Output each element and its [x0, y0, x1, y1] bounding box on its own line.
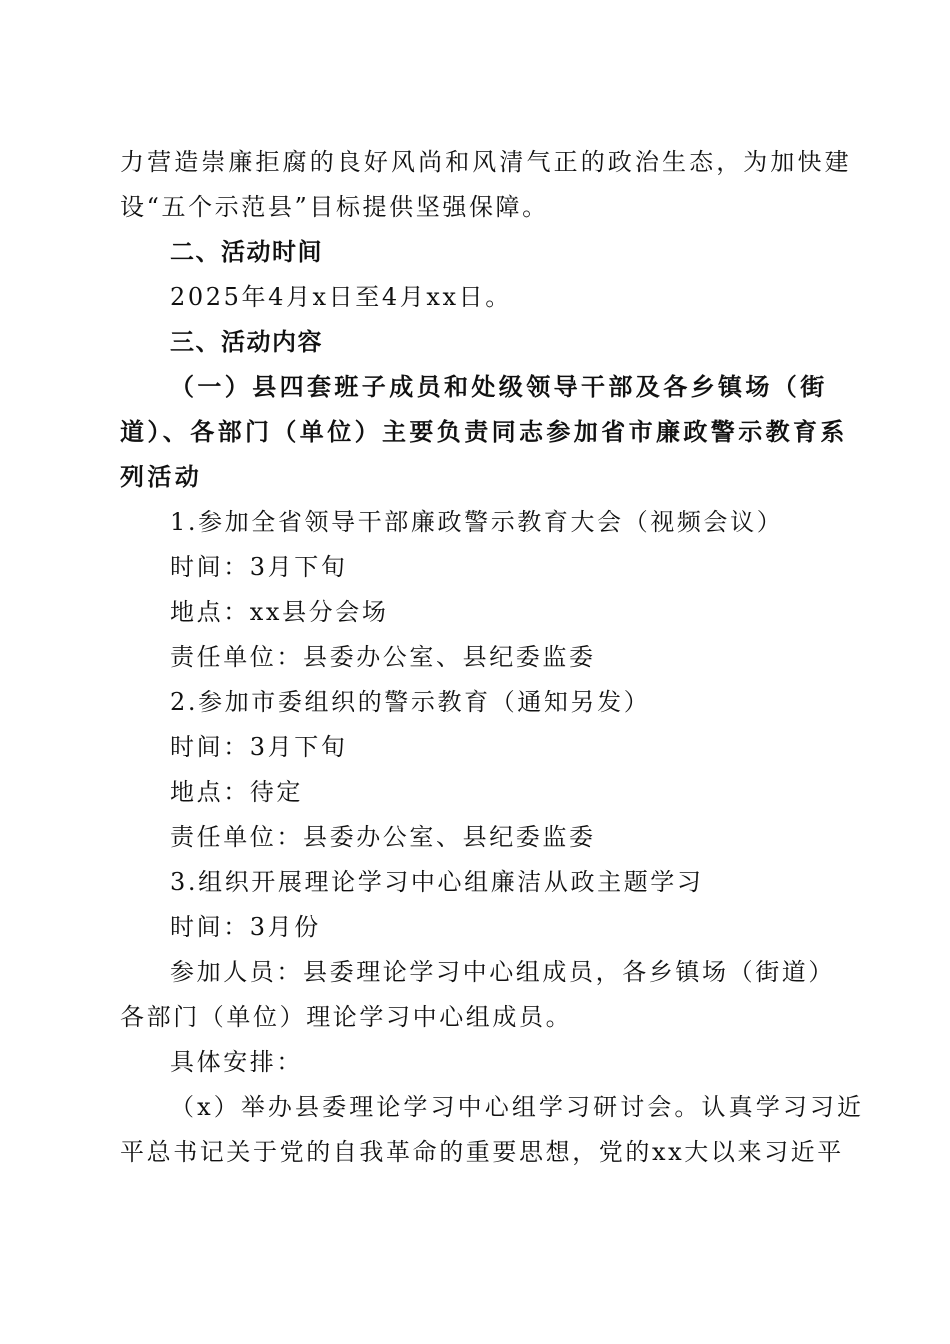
item-detail: 地点：待定: [170, 778, 303, 806]
paragraph-line: 2025年4月x日至4月xx日。: [170, 283, 512, 311]
paragraph-line: 平总书记关于党的自我革命的重要思想，党的xx大以来习近平: [120, 1138, 844, 1166]
item-detail: 具体安排：: [170, 1048, 303, 1076]
item-detail: 各部门（单位）理论学习中心组成员。: [120, 1003, 573, 1031]
paragraph-line: （x）举办县委理论学习中心组学习研讨会。认真学习习近: [170, 1093, 865, 1121]
item-detail: 时间：3月份: [170, 913, 321, 941]
section-heading-time: 二、活动时间: [170, 238, 323, 266]
item-detail: 责任单位：县委办公室、县纪委监委: [170, 643, 596, 671]
paragraph-line: 力营造崇廉拒腐的良好风尚和风清气正的政治生态，为加快建: [120, 148, 852, 176]
item-title: 2.参加市委组织的警示教育（通知另发）: [170, 688, 651, 716]
item-title: 1.参加全省领导干部廉政警示教育大会（视频会议）: [170, 508, 784, 536]
item-detail: 时间：3月下旬: [170, 733, 348, 761]
subheading-line: 道）、各部门（单位）主要负责同志参加省市廉政警示教育系: [120, 417, 848, 446]
item-detail: 时间：3月下旬: [170, 553, 348, 581]
item-title: 3.组织开展理论学习中心组廉洁从政主题学习: [170, 868, 704, 896]
item-detail: 参加人员：县委理论学习中心组成员，各乡镇场（街道）: [170, 958, 835, 986]
subheading-line: （一）县四套班子成员和处级领导干部及各乡镇场（街: [170, 372, 828, 401]
section-heading-content: 三、活动内容: [170, 328, 323, 356]
item-detail: 责任单位：县委办公室、县纪委监委: [170, 823, 596, 851]
item-detail: 地点：xx县分会场: [170, 598, 389, 626]
paragraph-line: 设“五个示范县”目标提供坚强保障。: [120, 193, 549, 221]
subheading-line: 列活动: [120, 462, 203, 491]
